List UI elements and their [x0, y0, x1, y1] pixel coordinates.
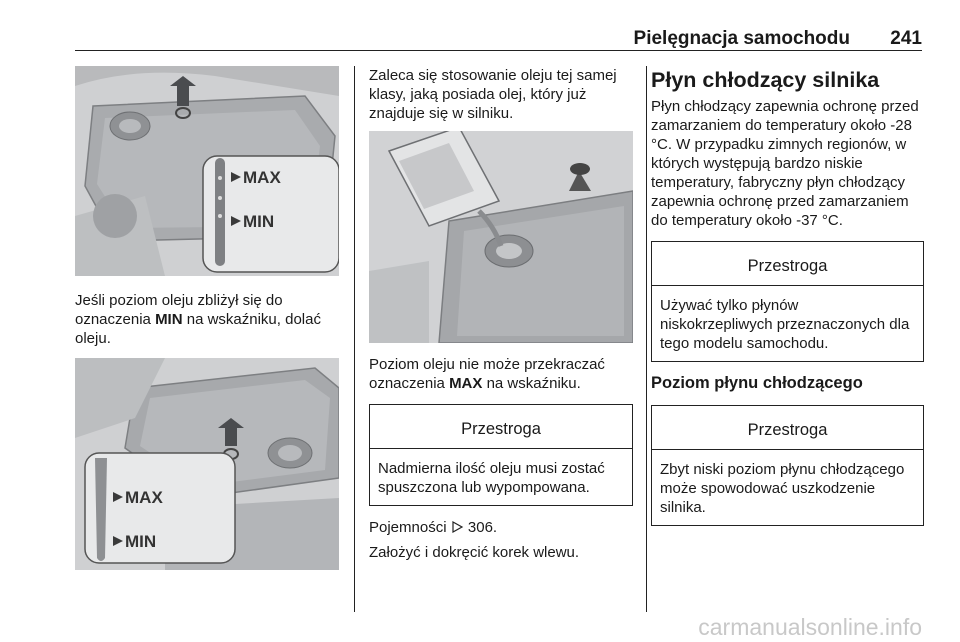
- oil-recommendation-paragraph: Zaleca się stosowanie oleju tej samej klasy, jaką posiada olej, który już znajduje się w silniku.: [369, 67, 617, 122]
- section-title: Pielęgnacja samochodu: [633, 28, 850, 49]
- column-left: [75, 66, 339, 570]
- caution-body: Nadmierna ilość oleju musi zostać spuszczona lub wypompowana.: [378, 460, 605, 496]
- caution-box: [651, 241, 924, 362]
- max-mark-label: MAX: [125, 488, 163, 507]
- caution-heading: Przestroga: [652, 406, 923, 450]
- max-mark-label: MAX: [243, 168, 281, 187]
- cap-instruction: Założyć i dokręcić korek wlewu.: [369, 544, 580, 561]
- dipstick-figure-bottom: [75, 358, 339, 570]
- oil-filling-figure: [369, 131, 633, 343]
- min-mark-label: MIN: [243, 212, 275, 231]
- caution-body: Używać tylko płynów niskokrzepliwych przeznaczonych dla tego modelu samochodu.: [660, 297, 910, 352]
- min-mark-label: MIN: [125, 532, 157, 551]
- page-header: [0, 0, 960, 52]
- header-rule: [75, 50, 922, 51]
- subsection-heading: Poziom płynu chłodzącego: [651, 374, 863, 392]
- oil-topup-paragraph: Jeśli poziom oleju zbliżył się do oznaczenia MIN na wskaźniku, dolać oleju.: [75, 292, 321, 347]
- column-divider: [646, 66, 647, 612]
- caution-box: [369, 404, 633, 506]
- caution-box: [651, 405, 924, 526]
- watermark: carmanualsonline.info: [698, 614, 922, 640]
- coolant-intro-paragraph: Płyn chłodzący zapewnia ochronę przed zamarzaniem do temperatury około -28 °C. W przypadku zimnych regionów, w których występują bardzo niskie temperatury, fabryczny płyn chłodzący zapewnia ochronę przed zamarzaniem do temperatury około -37 °C.: [651, 98, 919, 229]
- caution-heading: Przestroga: [370, 405, 632, 449]
- column-right: [651, 66, 924, 526]
- page-number: 241: [890, 28, 922, 49]
- dipstick-figure-top: [75, 66, 339, 276]
- capacity-reference: Pojemności 306.: [369, 519, 498, 536]
- column-middle: [369, 66, 633, 562]
- caution-body: Zbyt niski poziom płynu chłodzącego może spowodować uszkodzenie silnika.: [660, 461, 905, 516]
- section-heading: Płyn chłodzący silnika: [651, 68, 880, 92]
- caution-heading: Przestroga: [652, 242, 923, 286]
- oil-level-paragraph: Poziom oleju nie może przekraczać oznaczenia MAX na wskaźniku.: [369, 356, 605, 392]
- page-reference-icon: [451, 521, 464, 533]
- column-divider: [354, 66, 355, 612]
